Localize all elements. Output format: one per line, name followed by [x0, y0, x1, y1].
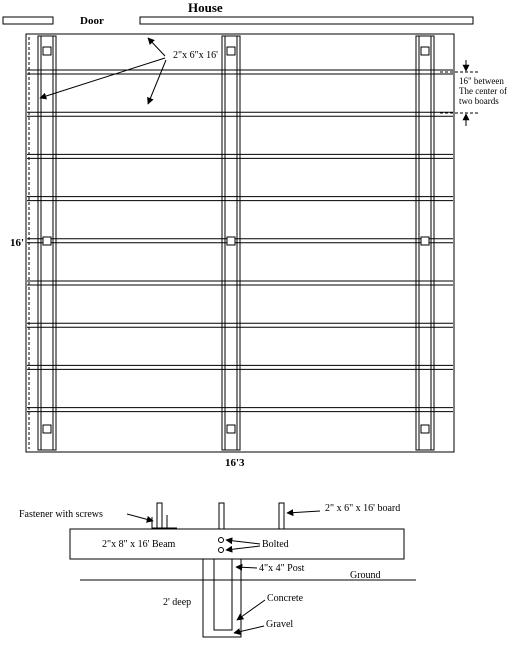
bolted-label: Bolted [262, 539, 289, 550]
house-wall [140, 17, 473, 24]
post-label: 4"x 4" Post [259, 563, 305, 574]
post-arrow [236, 567, 257, 568]
post-section [214, 559, 232, 630]
beam-section-label: 2"x 8" x 16' Beam [102, 539, 176, 550]
bolt-bottom [219, 548, 224, 553]
side-dimension: 16' [10, 237, 25, 249]
spacing-note-line-2: The center of [459, 86, 507, 96]
board-section-left [157, 503, 162, 529]
gravel-label: Gravel [266, 619, 294, 630]
board-section-label: 2" x 6" x 16' board [325, 503, 401, 514]
board-section-middle [219, 503, 224, 529]
ground-label: Ground [350, 570, 381, 581]
spacing-note-line-1: 16" between [459, 76, 504, 86]
bottom-dimension: 16'3 [225, 457, 245, 469]
concrete-label: Concrete [267, 593, 304, 604]
depth-label: 2' deep [163, 597, 192, 608]
spacing-note-line-3: two boards [459, 96, 499, 106]
door-label: Door [80, 15, 104, 27]
board-section-right [279, 503, 284, 529]
house-label: House [188, 0, 223, 15]
fastener-bracket [152, 517, 177, 528]
board-size-label: 2"x 6"x 16' [173, 50, 218, 61]
board-section-arrow [287, 511, 320, 513]
fastener-label: Fastener with screws [19, 509, 103, 520]
wall-left-segment [3, 17, 53, 24]
fastener-arrow [127, 514, 153, 521]
gravel-arrow [234, 626, 264, 633]
concrete-footing [203, 559, 241, 637]
bolt-top [219, 538, 224, 543]
